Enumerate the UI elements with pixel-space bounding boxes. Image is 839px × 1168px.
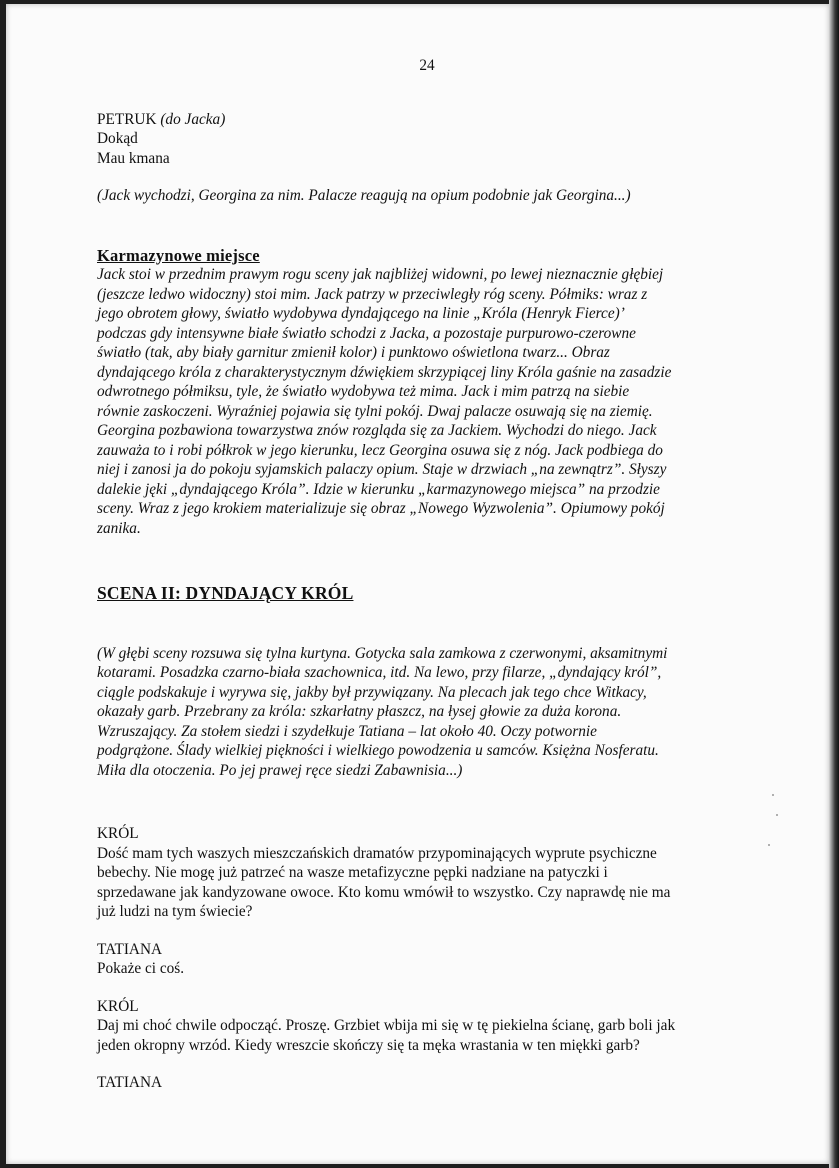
body-line: podczas gdy intensywne białe światło schodzi z Jacka, a pozostaje purpurowo-czerowne xyxy=(97,324,636,342)
section-body xyxy=(97,265,737,538)
dialogue-line: Pokaże ci coś. xyxy=(97,960,185,977)
body-line: kotarami. Posadzka czarno-biała szachownica, itd. Na lewo, przy filarze, „dyndający król”, xyxy=(97,664,662,681)
speaker-line xyxy=(97,110,737,130)
body-line: zauważa to i robi półkrok w jego kierunku, lecz Georgina osuwa się z nóg. Jack podbiega do xyxy=(97,441,663,459)
dialogue-line: Daj mi choć chwile odpocząć. Proszę. Grzbiet wbija mi się w tę piekielna ścianę, garb boli jak xyxy=(97,1017,676,1034)
stage-direction: (Jack wychodzi, Georgina za nim. Palacze reagują na opium podobnie jak Georgina...) xyxy=(97,187,631,204)
body-line: niej i zanosi ja do pokoju syjamskich palaczy opium. Staje w drzwiach „na zewnątrz”. Słyszy xyxy=(97,461,667,478)
body-line: sceny. Wraz z jego krokiem materializuje się obraz „Nowego Wyzwolenia”. Opiumowy pokój xyxy=(97,500,665,517)
section-karmazynowe xyxy=(97,246,737,539)
dialogue-line: jeden okropny wrzód. Kiedy wreszcie skończy się ta męka wrastania w ten miękki garb? xyxy=(97,1036,640,1054)
scan-edge xyxy=(829,0,839,1168)
dialogue-line: bebechy. Nie mogę już patrzeć na wasze metafizyczne pępki nadziane na patyczki i xyxy=(97,864,608,881)
body-line: dalekie jęki „dyndającego Króla”. Idzie w kierunku „karmazynowego miejsca” na przodzie xyxy=(97,480,660,498)
dialogue-krol-1 xyxy=(97,824,737,922)
scene-stage-direction xyxy=(97,644,737,781)
speaker-name: TATIANA xyxy=(97,1074,163,1091)
dialogue-krol-2 xyxy=(97,997,737,1056)
speaker-name: TATIANA xyxy=(97,940,163,958)
dialogue-tatiana-1 xyxy=(97,940,737,979)
paper-speck xyxy=(772,794,774,796)
petruk-block xyxy=(97,110,737,169)
body-line: (jeszcze ledwo widoczny) stoi mim. Jack patrzy w przeciwległy róg sceny. Półmiks: wraz z xyxy=(97,285,648,303)
speaker-name: KRÓL xyxy=(97,825,139,842)
speaker-name: KRÓL xyxy=(97,997,139,1015)
body-line: odwrotnego półmiksu, tyle, że światło wydobywa też mima. Jack i mim patrzą na siebie xyxy=(97,383,630,400)
body-line: równie zaskoczeni. Wyraźniej pojawia się tylni pokój. Dwaj palacze osuwają się na ziemię. xyxy=(97,402,653,420)
page-number: 24 xyxy=(419,57,435,74)
body-line: (W głębi sceny rozsuwa się tylna kurtyna. Gotycka sala zamkowa z czerwonymi, aksamitnymi xyxy=(97,644,668,662)
body-line: Jack stoi w przednim prawym rogu sceny jak najbliżej widowni, po lewej nieznacznie głębiej xyxy=(97,266,664,283)
paper-speck xyxy=(768,844,770,846)
body-line: Miła dla otoczenia. Po jej prawej ręce siedzi Zabawnisia...) xyxy=(97,761,463,779)
dialogue-line: Dokąd xyxy=(97,130,138,147)
speaker-name: PETRUK xyxy=(97,110,157,128)
body-line: światło (tak, aby biały garnitur zmienił kolor) i punktowo oświetlona twarz... Obraz xyxy=(97,344,610,361)
body-line: Wzruszający. Za stołem siedzi i szydełkuje Tatiana – lat około 40. Oczy potwornie xyxy=(97,722,597,740)
scene-heading: SCENA II: DYNDAJĄCY KRÓL xyxy=(97,583,354,603)
body-line: podgrążone. Ślady wielkiej piękności i wielkiego powodzenia u samców. Księżna Nosferatu. xyxy=(97,742,659,759)
scene-2 xyxy=(97,584,737,780)
dialogue-line: już ludzi na tym świecie? xyxy=(97,903,253,920)
dialogue-line: sprzedawane jak kandyzowane owoce. Kto komu wmówił to wszystko. Czy naprawdę nie ma xyxy=(97,883,671,901)
body-line: okazały garb. Przebrany za króla: szkarłatny płaszcz, na łysej głowie za duża korona. xyxy=(97,703,622,720)
body-line: dyndającego króla z charakterystycznym dźwiękiem skrzypiącej liny Króla gaśnie na zasadzie xyxy=(97,363,672,381)
dialogue-line: Dość mam tych waszych mieszczańskich dramatów przypominających wyprute psychiczne xyxy=(97,844,657,862)
dialogue-line: Mau kmana xyxy=(97,149,170,167)
body-line: zanika. xyxy=(97,519,141,537)
body-line: Georgina pozbawiona towarzystwa znów rozgląda się za Jackiem. Wychodzi do niego. Jack xyxy=(97,422,657,439)
document-content xyxy=(97,56,737,1093)
paper-speck xyxy=(776,814,778,816)
body-line: jego obrotem głowy, światło wydobywa dyndającego na linie „Króla (Henryk Fierce)’ xyxy=(97,305,625,322)
section-heading: Karmazynowe miejsce xyxy=(97,245,260,265)
speaker-direction: (do Jacka) xyxy=(160,110,226,128)
body-line: ciągle podskakuje i wyrywa się, jakby był przywiązany. Na plecach jak tego chce Witkacy, xyxy=(97,683,647,701)
dialogue-tatiana-2 xyxy=(97,1073,737,1093)
